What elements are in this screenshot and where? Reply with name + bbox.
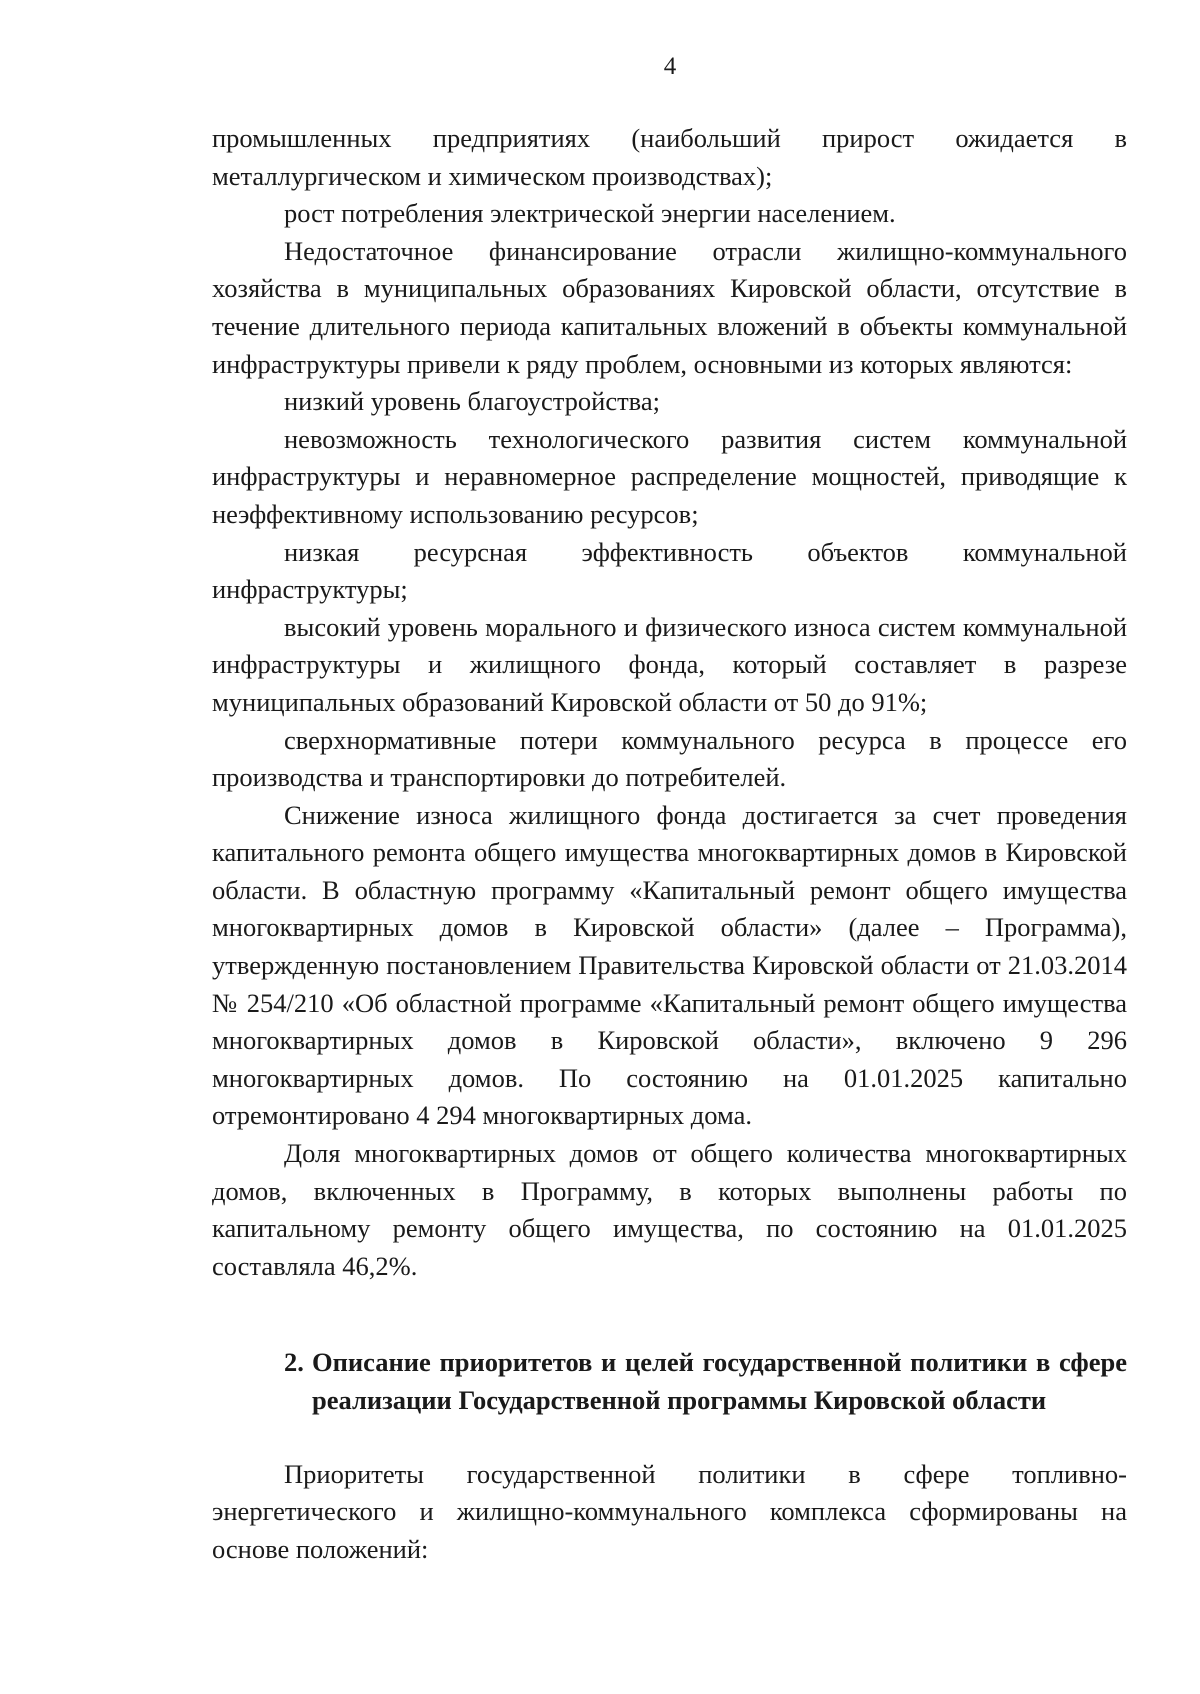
- paragraph: Недостаточное финансирование отрасли жилищно-коммунального хозяйства в муниципальных образованиях Кировской области, отсутствие в течение длительного периода капитальных вложений в объекты коммунальной инфраструктуры привели к ряду проблем, основными из которых являются:: [212, 235, 1127, 379]
- list-item: сверхнормативные потери коммунального ресурса в процессе его производства и транспортировки до потребителей.: [212, 724, 1127, 793]
- section-heading: [212, 1344, 1127, 1419]
- list-item: низкая ресурсная эффективность объектов коммунальной инфраструктуры;: [212, 536, 1127, 605]
- list-item: высокий уровень морального и физического износа систем коммунальной инфраструктуры и жилищного фонда, который составляет в разрезе муниципальных образований Кировской области от 50 до 91%;: [212, 611, 1127, 717]
- list-item: невозможность технологического развития систем коммунальной инфраструктуры и неравномерное распределение мощностей, приводящие к неэффективному использованию ресурсов;: [212, 423, 1127, 529]
- paragraph: Снижение износа жилищного фонда достигается за счет проведения капитального ремонта общего имущества многоквартирных домов в Кировской области. В областную программу «Капитальный ремонт общего имущества многоквартирных домов в Кировской области» (далее – Программа), утвержденную постановлением Правительства Кировской области от 21.03.2014 № 254/210 «Об областной программе «Капитальный ремонт общего имущества многоквартирных домов в Кировской области», включено 9 296 многоквартирных домов. По состоянию на 01.01.2025 капитально отремонтировано 4 294 многоквартирных дома.: [212, 799, 1127, 1131]
- page-number: 4: [663, 53, 677, 80]
- paragraph: рост потребления электрической энергии населением.: [284, 198, 896, 229]
- paragraph-continuation: промышленных предприятиях (наибольший прирост ожидается в металлургическом и химическом производствах);: [212, 123, 1127, 191]
- section-heading-number: 2.: [284, 1347, 304, 1378]
- paragraph: Приоритеты государственной политики в сфере топливно-энергетического и жилищно-коммунального комплекса сформированы на основе положений:: [212, 1458, 1127, 1564]
- section-heading-text: Описание приоритетов и целей государственной политики в сфере реализации Государственной программы Кировской области: [312, 1347, 1127, 1415]
- list-item: низкий уровень благоустройства;: [284, 386, 660, 417]
- document-body: [212, 120, 1127, 1568]
- paragraph: Доля многоквартирных домов от общего количества многоквартирных домов, включенных в Программу, в которых выполнены работы по капитальному ремонту общего имущества, по состоянию на 01.01.2025 составляла 46,2%.: [212, 1138, 1127, 1281]
